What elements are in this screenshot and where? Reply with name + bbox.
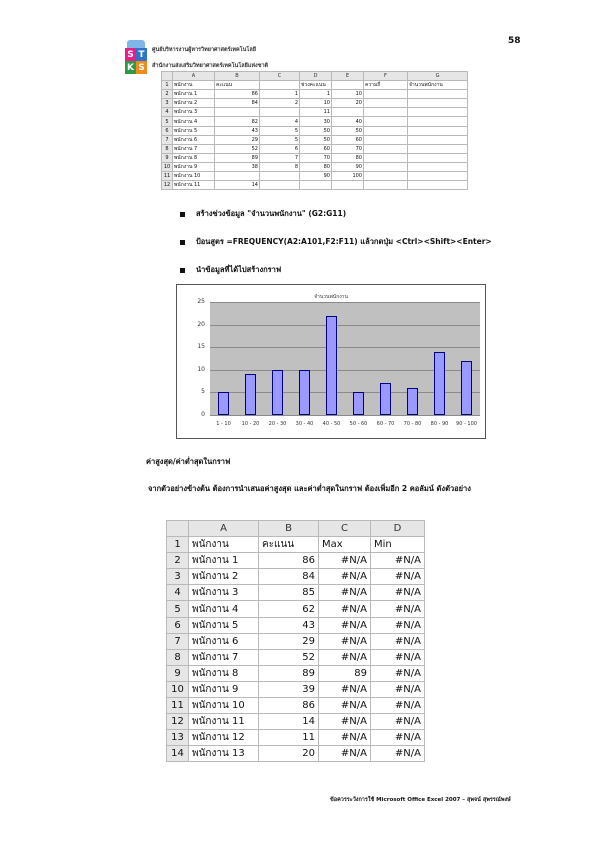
table-row xyxy=(167,698,425,714)
plot-area xyxy=(210,302,480,415)
table-cell: 11 xyxy=(259,730,319,746)
table-row xyxy=(162,153,468,162)
table-cell xyxy=(408,172,468,181)
table-cell: ความถี่ xyxy=(364,81,408,90)
column-header: A xyxy=(189,521,259,537)
row-number: 3 xyxy=(162,99,173,108)
row-number: 8 xyxy=(162,144,173,153)
table-cell: #N/A xyxy=(371,633,425,649)
table-cell: #N/A xyxy=(371,746,425,762)
table-cell: #N/A xyxy=(319,649,371,665)
row-number: 1 xyxy=(167,537,189,553)
row-number: 3 xyxy=(167,569,189,585)
table-cell: 14 xyxy=(259,714,319,730)
table-cell xyxy=(332,81,364,90)
table-cell: พนักงาน xyxy=(189,537,259,553)
table-cell xyxy=(364,135,408,144)
table-cell: #N/A xyxy=(371,730,425,746)
table-cell: 38 xyxy=(215,162,260,171)
bar xyxy=(326,316,338,415)
table-cell: 29 xyxy=(215,135,260,144)
table-cell xyxy=(408,144,468,153)
table-cell: Max xyxy=(319,537,371,553)
section-heading: ค่าสูงสุด/ค่าต่ำสุดในกราฟ xyxy=(146,457,231,466)
x-tick-label: 20 - 30 xyxy=(268,421,287,427)
table-cell: #N/A xyxy=(319,553,371,569)
logo-letter: T xyxy=(136,48,147,61)
table-row xyxy=(162,90,468,99)
table-row xyxy=(162,181,468,190)
x-tick-label: 80 - 90 xyxy=(430,421,449,427)
bar xyxy=(218,392,230,415)
table-cell xyxy=(408,153,468,162)
row-number: 13 xyxy=(167,730,189,746)
y-tick-label: 0 xyxy=(201,411,205,418)
table-cell: พนักงาน 9 xyxy=(173,162,215,171)
table-cell xyxy=(260,108,300,117)
table-cell: 50 xyxy=(300,135,332,144)
column-header: E xyxy=(332,72,364,81)
table-row xyxy=(162,144,468,153)
column-header: C xyxy=(319,521,371,537)
table-cell: #N/A xyxy=(371,665,425,681)
row-number: 5 xyxy=(167,601,189,617)
table-cell: 70 xyxy=(300,153,332,162)
page-number: 58 xyxy=(508,36,521,46)
logo-letter: S xyxy=(136,61,147,74)
table-cell: พนักงาน 1 xyxy=(173,90,215,99)
table-cell: #N/A xyxy=(319,698,371,714)
table-row xyxy=(167,553,425,569)
table-cell: พนักงาน 2 xyxy=(189,569,259,585)
table-cell xyxy=(408,99,468,108)
table-cell: พนักงาน 3 xyxy=(173,108,215,117)
bar xyxy=(380,383,392,415)
table-cell: 89 xyxy=(319,665,371,681)
logo-grid xyxy=(125,48,147,74)
table-row xyxy=(162,126,468,135)
table-cell xyxy=(364,153,408,162)
bullet-text: นำข้อมูลที่ได้ไปสร้างกราฟ xyxy=(196,265,282,274)
row-number: 2 xyxy=(162,90,173,99)
table-cell: พนักงาน 3 xyxy=(189,585,259,601)
table-row xyxy=(162,108,468,117)
table-cell xyxy=(260,81,300,90)
x-tick-label: 90 - 100 xyxy=(456,421,477,427)
table-cell: 20 xyxy=(259,746,319,762)
y-tick-label: 5 xyxy=(201,388,205,396)
row-number: 10 xyxy=(167,681,189,697)
table-row xyxy=(167,649,425,665)
table-row xyxy=(167,601,425,617)
row-number: 12 xyxy=(167,714,189,730)
table-cell: 62 xyxy=(259,601,319,617)
table-cell: 40 xyxy=(332,117,364,126)
row-number: 6 xyxy=(162,126,173,135)
table-cell: พนักงาน 6 xyxy=(173,135,215,144)
table-cell: 100 xyxy=(332,172,364,181)
table-cell: 86 xyxy=(259,553,319,569)
table-cell: 6 xyxy=(260,144,300,153)
table-cell xyxy=(364,144,408,153)
table-cell: 1 xyxy=(260,90,300,99)
table-cell xyxy=(364,126,408,135)
table-cell: 11 xyxy=(300,108,332,117)
table-cell: พนักงาน 11 xyxy=(189,714,259,730)
table-row xyxy=(167,585,425,601)
bullet-text: ป้อนสูตร =FREQUENCY(A2:A101,F2:F11) แล้วกดปุ่ม <Ctrl><Shift><Enter> xyxy=(196,237,492,246)
table-cell: 7 xyxy=(260,153,300,162)
x-tick-label: 30 - 40 xyxy=(295,421,314,427)
table-cell xyxy=(364,108,408,117)
table-cell: 70 xyxy=(332,144,364,153)
column-header xyxy=(162,72,173,81)
table-cell: 8 xyxy=(260,162,300,171)
table-row xyxy=(167,617,425,633)
column-header: C xyxy=(260,72,300,81)
row-number: 8 xyxy=(167,649,189,665)
column-header: B xyxy=(215,72,260,81)
table-row xyxy=(162,99,468,108)
x-tick-label: 50 - 60 xyxy=(349,421,368,427)
bullet-icon xyxy=(180,268,185,273)
table-row xyxy=(167,537,425,553)
table-cell xyxy=(300,181,332,190)
column-header xyxy=(167,521,189,537)
table-cell xyxy=(408,135,468,144)
table-cell: #N/A xyxy=(371,601,425,617)
table-cell xyxy=(332,181,364,190)
logo xyxy=(125,40,147,74)
table-cell xyxy=(364,172,408,181)
bullet-item xyxy=(180,264,281,276)
column-header: F xyxy=(364,72,408,81)
row-number: 9 xyxy=(162,153,173,162)
grid-line xyxy=(210,325,480,326)
table-cell: #N/A xyxy=(319,714,371,730)
bar xyxy=(434,352,446,415)
grid-line xyxy=(210,302,480,303)
x-tick-label: 1 - 10 xyxy=(216,421,231,427)
table-cell: พนักงาน 4 xyxy=(189,601,259,617)
row-number: 5 xyxy=(162,117,173,126)
table-cell: 10 xyxy=(300,99,332,108)
row-number: 2 xyxy=(167,553,189,569)
table-cell: 85 xyxy=(259,585,319,601)
table-cell: คะแนน xyxy=(215,81,260,90)
table-cell: พนักงาน 5 xyxy=(173,126,215,135)
table-cell: #N/A xyxy=(371,553,425,569)
grid-line xyxy=(210,347,480,348)
row-number: 14 xyxy=(167,746,189,762)
table-cell: 86 xyxy=(215,90,260,99)
table-cell: พนักงาน 8 xyxy=(189,665,259,681)
bar xyxy=(461,361,473,415)
table-cell: พนักงาน 2 xyxy=(173,99,215,108)
table-cell: 4 xyxy=(260,117,300,126)
table-row xyxy=(167,633,425,649)
table-cell: พนักงาน 12 xyxy=(189,730,259,746)
table-cell: 86 xyxy=(259,698,319,714)
table-cell xyxy=(408,181,468,190)
table-row xyxy=(162,135,468,144)
table-cell: #N/A xyxy=(371,617,425,633)
row-number: 12 xyxy=(162,181,173,190)
table-cell: พนักงาน 4 xyxy=(173,117,215,126)
table-cell: 43 xyxy=(215,126,260,135)
table-cell: 14 xyxy=(215,181,260,190)
y-tick-label: 20 xyxy=(197,320,205,328)
table-cell: พนักงาน 5 xyxy=(189,617,259,633)
table-cell: 52 xyxy=(259,649,319,665)
table-row xyxy=(162,81,468,90)
table-cell: #N/A xyxy=(319,617,371,633)
table-cell: 60 xyxy=(300,144,332,153)
table-cell: #N/A xyxy=(319,601,371,617)
y-tick-label: 15 xyxy=(197,343,205,351)
table-cell: 29 xyxy=(259,633,319,649)
table-cell: #N/A xyxy=(371,569,425,585)
header-line-2: สำนักงานส่งเสริมวิทยาศาสตร์เทคโนโลยีแห่งชาติ xyxy=(152,63,269,69)
column-header: A xyxy=(173,72,215,81)
table-cell: พนักงาน 8 xyxy=(173,153,215,162)
table-cell: 50 xyxy=(332,126,364,135)
table-cell: 2 xyxy=(260,99,300,108)
table-cell: จำนวนพนักงาน xyxy=(408,81,468,90)
table-cell: พนักงาน 1 xyxy=(189,553,259,569)
table-cell: #N/A xyxy=(371,698,425,714)
table-row xyxy=(167,746,425,762)
table-cell: 1 xyxy=(300,90,332,99)
table-cell: 90 xyxy=(300,172,332,181)
table-cell: 50 xyxy=(300,126,332,135)
table-cell xyxy=(408,108,468,117)
row-number: 6 xyxy=(167,617,189,633)
spreadsheet-frequency xyxy=(161,71,468,190)
table-row xyxy=(162,117,468,126)
column-header: D xyxy=(371,521,425,537)
table-cell: พนักงาน xyxy=(173,81,215,90)
table-row xyxy=(162,172,468,181)
row-number: 10 xyxy=(162,162,173,171)
row-number: 7 xyxy=(162,135,173,144)
table-cell: คะแนน xyxy=(259,537,319,553)
table-cell: 84 xyxy=(259,569,319,585)
table-cell xyxy=(408,162,468,171)
footer: ข้อควรระวังการใช้ Microsoft Office Excel 2007 – สุพจน์ สุพรรณ์พงษ์ xyxy=(330,797,511,803)
table-cell xyxy=(364,99,408,108)
table-cell xyxy=(364,181,408,190)
bullet-text: สร้างช่วงข้อมูล "จำนวนพนักงาน" (G2:G11) xyxy=(196,209,347,218)
table-row xyxy=(167,569,425,585)
table-cell: พนักงาน 10 xyxy=(189,698,259,714)
paragraph: จากตัวอย่างข้างต้น ต้องการนำเสนอค่าสูงสุด และค่าต่ำสุดในกราฟ ต้องเพิ่มอีก 2 คอลัมน์ ดังตัวอย่าง xyxy=(148,484,471,493)
row-number: 11 xyxy=(167,698,189,714)
table-cell: 20 xyxy=(332,99,364,108)
table-cell xyxy=(408,117,468,126)
table-cell xyxy=(260,181,300,190)
table-row xyxy=(167,714,425,730)
table-cell: 82 xyxy=(215,117,260,126)
table-row xyxy=(162,162,468,171)
table-row xyxy=(167,665,425,681)
x-tick-label: 10 - 20 xyxy=(241,421,260,427)
table-cell: พนักงาน 13 xyxy=(189,746,259,762)
table-cell: พนักงาน 7 xyxy=(189,649,259,665)
table-cell: 60 xyxy=(332,135,364,144)
table-cell: Min xyxy=(371,537,425,553)
table-cell: #N/A xyxy=(371,585,425,601)
table-cell: พนักงาน 6 xyxy=(189,633,259,649)
bullet-icon xyxy=(180,240,185,245)
bullet-item xyxy=(180,208,346,220)
bar xyxy=(299,370,311,415)
table-cell: 5 xyxy=(260,126,300,135)
header xyxy=(125,28,365,76)
table-cell: #N/A xyxy=(319,681,371,697)
row-number: 1 xyxy=(162,81,173,90)
logo-letter: K xyxy=(125,61,136,74)
table-cell: 30 xyxy=(300,117,332,126)
bullet-icon xyxy=(180,212,185,217)
table-cell: 89 xyxy=(259,665,319,681)
table-cell xyxy=(408,90,468,99)
row-number: 4 xyxy=(162,108,173,117)
table-cell: พนักงาน 7 xyxy=(173,144,215,153)
row-number: 9 xyxy=(167,665,189,681)
table-cell: #N/A xyxy=(319,746,371,762)
table-cell xyxy=(215,172,260,181)
y-tick-label: 10 xyxy=(197,365,205,373)
row-number: 7 xyxy=(167,633,189,649)
table-cell: 39 xyxy=(259,681,319,697)
table-cell: ช่วงคะแนน xyxy=(300,81,332,90)
logo-letter: S xyxy=(125,48,136,61)
table-cell xyxy=(408,126,468,135)
header-line-1: ศูนย์บริหารงานผู้หารวิทยาศาสตร์เทคโนโลยี xyxy=(152,47,256,53)
table-cell xyxy=(332,108,364,117)
table-cell: 90 xyxy=(332,162,364,171)
table-cell: 80 xyxy=(332,153,364,162)
x-tick-label: 60 - 70 xyxy=(376,421,395,427)
table-cell: 80 xyxy=(300,162,332,171)
table-cell: พนักงาน 10 xyxy=(173,172,215,181)
table-cell: พนักงาน 9 xyxy=(189,681,259,697)
column-header: G xyxy=(408,72,468,81)
table-cell: พนักงาน 11 xyxy=(173,181,215,190)
table-cell: 89 xyxy=(215,153,260,162)
table-row xyxy=(167,681,425,697)
table-cell xyxy=(364,90,408,99)
row-number: 4 xyxy=(167,585,189,601)
table-cell: 5 xyxy=(260,135,300,144)
table-cell: #N/A xyxy=(371,649,425,665)
x-tick-label: 70 - 80 xyxy=(403,421,422,427)
bar xyxy=(407,388,419,415)
table-row xyxy=(167,730,425,746)
spreadsheet-max-min xyxy=(166,520,425,762)
table-cell xyxy=(260,172,300,181)
row-number: 11 xyxy=(162,172,173,181)
table-cell: #N/A xyxy=(319,569,371,585)
table-cell xyxy=(364,162,408,171)
y-tick-label: 25 xyxy=(197,298,205,305)
table-cell xyxy=(215,108,260,117)
bullet-item xyxy=(180,236,492,248)
column-header: D xyxy=(300,72,332,81)
chart-title: จำนวนพนักงาน xyxy=(314,294,348,300)
table-cell: #N/A xyxy=(319,585,371,601)
table-cell: 10 xyxy=(332,90,364,99)
grid-line xyxy=(210,415,480,416)
column-header: B xyxy=(259,521,319,537)
table-cell: #N/A xyxy=(319,633,371,649)
x-tick-label: 40 - 50 xyxy=(322,421,341,427)
bar xyxy=(245,374,257,415)
table-cell: 52 xyxy=(215,144,260,153)
frequency-chart xyxy=(176,284,486,439)
table-cell: #N/A xyxy=(319,730,371,746)
bar xyxy=(353,392,365,415)
table-cell: 43 xyxy=(259,617,319,633)
bar xyxy=(272,370,284,415)
table-cell xyxy=(364,117,408,126)
table-cell: #N/A xyxy=(371,714,425,730)
table-cell: #N/A xyxy=(371,681,425,697)
table-cell: 84 xyxy=(215,99,260,108)
